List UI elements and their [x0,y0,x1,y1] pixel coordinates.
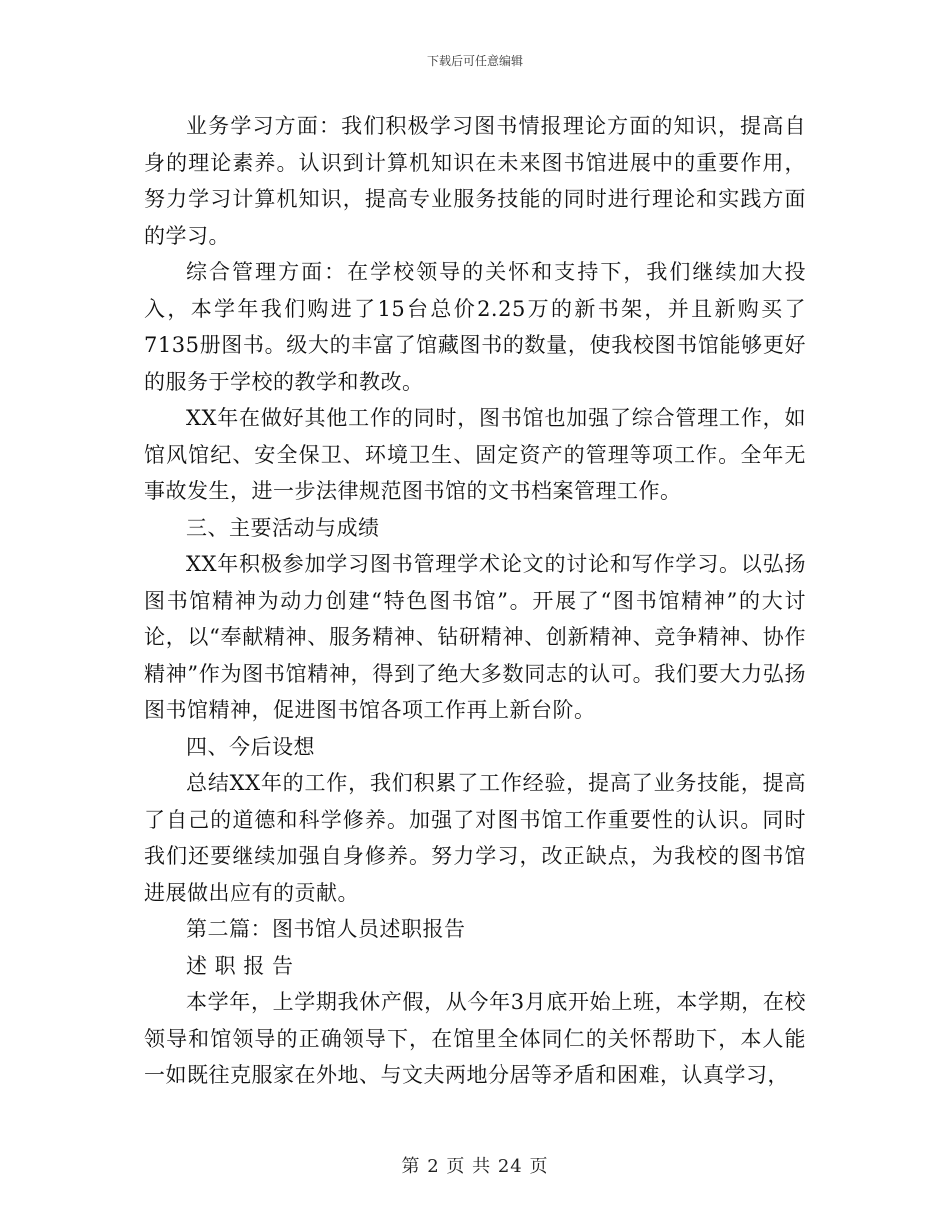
paragraph-summary: 总结XX年的工作，我们积累了工作经验，提高了业务技能，提高了自己的道德和科学修养。加强了对图书馆工作重要性的认识。同时我们还要继续加强自身修养。努力学习，改正缺点，为我校的图书馆进展做出应有的贡献。 [144,771,806,905]
section-heading-activities: 三、主要活动与成绩 [186,515,380,540]
section-heading-future: 四、今后设想 [186,734,315,759]
chapter-heading-second: 第二篇：图书馆人员述职报告 [186,917,466,941]
report-title: 述 职 报 告 [186,953,294,978]
paragraph-study: 业务学习方面：我们积极学习图书情报理论方面的知识，提高自身的理论素养。认识到计算机知识在未来图书馆进展中的重要作用，努力学习计算机知识，提高专业服务技能的同时进行理论和实践方面的学习。 [144,114,806,248]
document-body [144,108,806,1094]
paragraph-activities: XX年积极参加学习图书管理学术论文的讨论和写作学习。以弘扬图书馆精神为动力创建“特色图书馆”。开展了“图书馆精神”的大讨论，以“奉献精神、服务精神、钻研精神、创新精神、竞争精神、协作精神”作为图书馆精神，得到了绝大多数同志的认可。我们要大力弘扬图书馆精神，促进图书馆各项工作再上新台阶。 [144,552,806,722]
paragraph-report-intro: 本学年，上学期我休产假，从今年3月底开始上班，本学期，在校领导和馆领导的正确领导下，在馆里全体同仁的关怀帮助下，本人能一如既往克服家在外地、与文夫两地分居等矛盾和困难，认真学习， [144,990,806,1087]
paragraph-management: 综合管理方面：在学校领导的关怀和支持下，我们继续加大投入，本学年我们购进了15台总价2.25万的新书架，并且新购买了7135册图书。级大的丰富了馆藏图书的数量，使我校图书馆能够更好的服务于学校的教学和教改。 [144,260,806,394]
download-note: 下载后可任意编辑 [426,54,523,68]
paragraph-comprehensive-work: XX年在做好其他工作的同时，图书馆也加强了综合管理工作，如馆风馆纪、安全保卫、环境卫生、固定资产的管理等项工作。全年无事故发生，进一步法律规范图书馆的文书档案管理工作。 [144,406,806,503]
page-number: 第 2 页 共 24 页 [401,1156,549,1177]
